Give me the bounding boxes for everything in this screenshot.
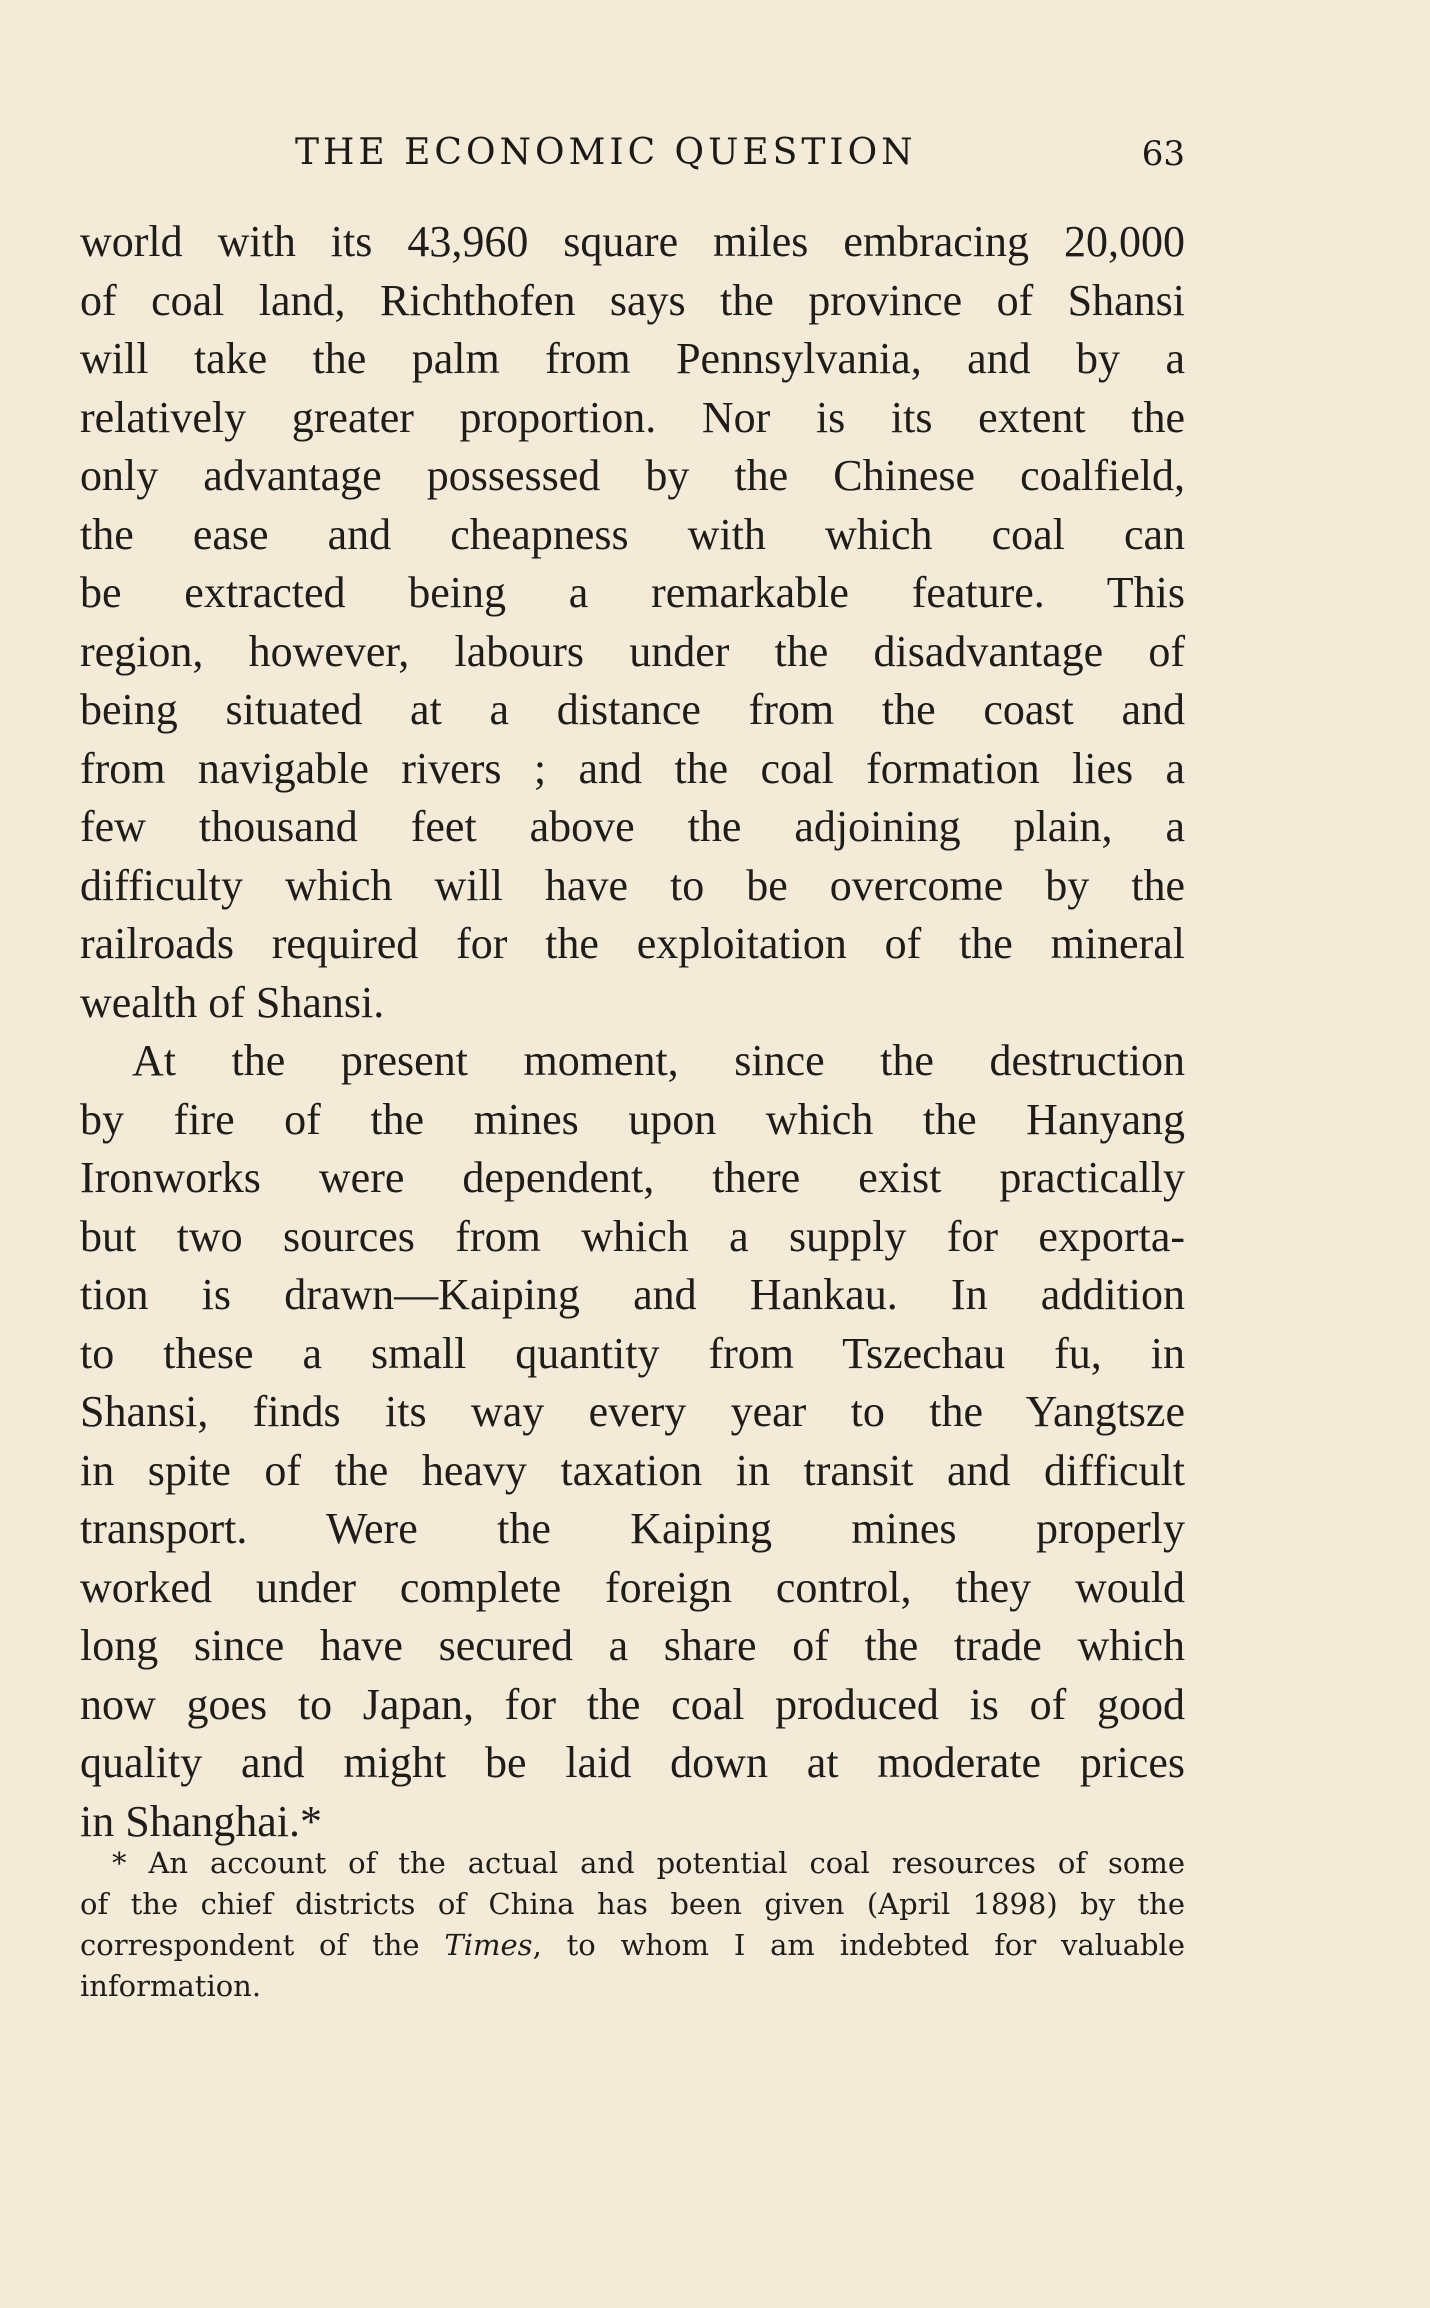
- footnote-text: , to whom I am indebted for valuable: [532, 1928, 1185, 1962]
- footnote-text: correspondent of the: [80, 1928, 445, 1962]
- text-line: At the present moment, since the destruction: [132, 1036, 1185, 1085]
- paragraph-2: [80, 1032, 1185, 1851]
- footnote-line: * An account of the actual and potential coal resources of some: [112, 1846, 1185, 1880]
- text-line: be extracted being a remarkable feature. This: [80, 568, 1185, 617]
- text-line: only advantage possessed by the Chinese coalfield,: [80, 451, 1185, 500]
- text-line: world with its 43,960 square miles embracing 20,000: [80, 217, 1185, 266]
- text-line: in Shanghai.*: [80, 1796, 322, 1846]
- text-line: now goes to Japan, for the coal produced is of good: [80, 1679, 1185, 1729]
- footnote: [80, 1843, 1185, 2007]
- footnote-line: of the chief districts of China has been given (April 1898) by the: [80, 1887, 1185, 1921]
- text-line: transport. Were the Kaiping mines properly: [80, 1504, 1185, 1553]
- text-line: tion is drawn—Kaiping and Hankau. In addition: [80, 1270, 1185, 1319]
- paragraph-1: [80, 213, 1185, 1032]
- text-line: Ironworks were dependent, there exist practically: [80, 1153, 1185, 1202]
- page-number: 63: [1141, 134, 1185, 174]
- text-line: will take the palm from Pennsylvania, and by a: [80, 334, 1185, 383]
- text-line: wealth of Shansi.: [80, 977, 385, 1027]
- text-line: but two sources from which a supply for exporta-: [80, 1211, 1185, 1261]
- text-line: few thousand feet above the adjoining plain, a: [80, 802, 1185, 851]
- text-line: difficulty which will have to be overcome by the: [80, 860, 1185, 910]
- footnote-line: [80, 1925, 1185, 1966]
- body-text: [80, 213, 1185, 1851]
- text-line: of coal land, Richthofen says the province of Shansi: [80, 275, 1185, 325]
- times-citation: Times: [444, 1928, 533, 1962]
- text-line: the ease and cheapness with which coal can: [80, 509, 1185, 559]
- text-line: being situated at a distance from the coast and: [80, 685, 1185, 734]
- running-head: THE ECONOMIC QUESTION: [295, 132, 917, 173]
- page-header: [80, 132, 1185, 192]
- text-line: relatively greater proportion. Nor is its extent the: [80, 392, 1185, 442]
- text-line: long since have secured a share of the trade which: [80, 1621, 1185, 1670]
- text-line: railroads required for the exploitation of the mineral: [80, 919, 1185, 968]
- text-line: quality and might be laid down at moderate prices: [80, 1738, 1185, 1787]
- text-line: to these a small quantity from Tszechau fu, in: [80, 1328, 1185, 1378]
- text-line: Shansi, finds its way every year to the Yangtsze: [80, 1387, 1185, 1436]
- text-line: worked under complete foreign control, they would: [80, 1562, 1185, 1612]
- footnote-line: information.: [80, 1969, 262, 2003]
- text-line: from navigable rivers ; and the coal formation lies a: [80, 743, 1185, 793]
- text-line: by fire of the mines upon which the Hanyang: [80, 1094, 1185, 1144]
- text-line: region, however, labours under the disadvantage of: [80, 626, 1185, 676]
- text-line: in spite of the heavy taxation in transit and difficult: [80, 1445, 1185, 1495]
